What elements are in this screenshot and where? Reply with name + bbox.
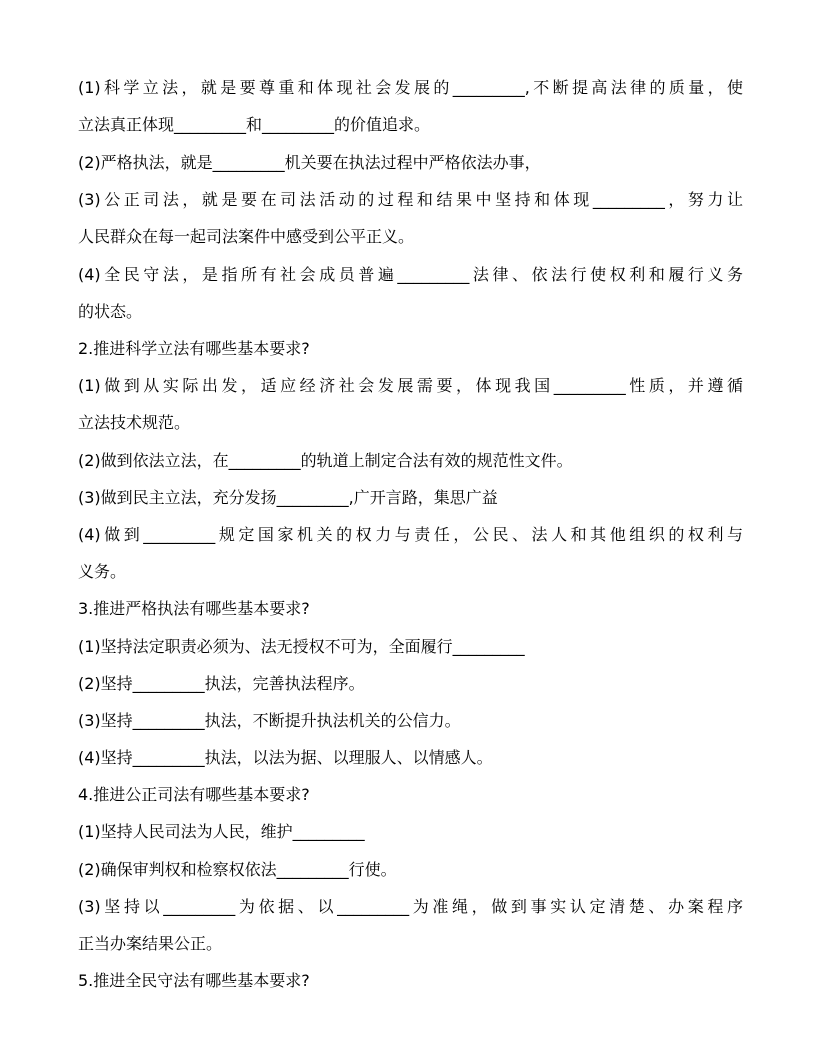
question-heading: 2.推进科学立法有哪些基本要求?: [78, 339, 310, 358]
text-line: (3)坚持_________执法，不断提升执法机关的公信力。: [78, 711, 461, 730]
text-line: (2)确保审判权和检察权依法_________行使。: [78, 860, 397, 879]
text-line: (4)全民守法，是指所有社会成员普遍_________法律、依法行使权利和履行义务: [78, 265, 743, 284]
text-line: (1)做到从实际出发，适应经济社会发展需要，体现我国_________性质，并遵循: [78, 376, 743, 395]
text-line: 正当办案结果公正。: [78, 934, 223, 953]
text-line: (2)坚持_________执法，完善执法程序。: [78, 674, 365, 693]
question-heading: 3.推进严格执法有哪些基本要求?: [78, 599, 310, 618]
text-line: 立法真正体现_________和_________的价值追求。: [78, 115, 431, 134]
text-line: 人民群众在每一起司法案件中感受到公平正义。: [78, 227, 415, 246]
question-heading: 4.推进公正司法有哪些基本要求?: [78, 785, 310, 804]
text-line: (1)科学立法，就是要尊重和体现社会发展的_________,不断提高法律的质量，使: [78, 78, 743, 97]
text-line: (3)坚持以_________为依据、以_________为准绳，做到事实认定清楚、办案程序: [78, 897, 743, 916]
text-line: 的状态。: [78, 302, 143, 321]
question-heading: 5.推进全民守法有哪些基本要求?: [78, 971, 310, 990]
text-line: (1)坚持人民司法为人民，维护_________: [78, 822, 365, 841]
text-line: (3)做到民主立法，充分发扬_________,广开言路，集思广益: [78, 488, 498, 507]
text-line: (4)坚持_________执法，以法为据、以理服人、以情感人。: [78, 748, 493, 767]
text-line: 义务。: [78, 562, 127, 581]
text-line: (4)做到_________规定国家机关的权力与责任，公民、法人和其他组织的权利与: [78, 525, 743, 544]
text-line: (3)公正司法，就是要在司法活动的过程和结果中坚持和体现_________，努力让: [78, 190, 743, 209]
text-line: (2)严格执法，就是_________机关要在执法过程中严格依法办事，: [78, 153, 541, 172]
text-line: (1)坚持法定职责必须为、法无授权不可为，全面履行_________: [78, 637, 525, 656]
text-line: (2)做到依法立法，在_________的轨道上制定合法有效的规范性文件。: [78, 451, 573, 470]
text-line: 立法技术规范。: [78, 413, 191, 432]
